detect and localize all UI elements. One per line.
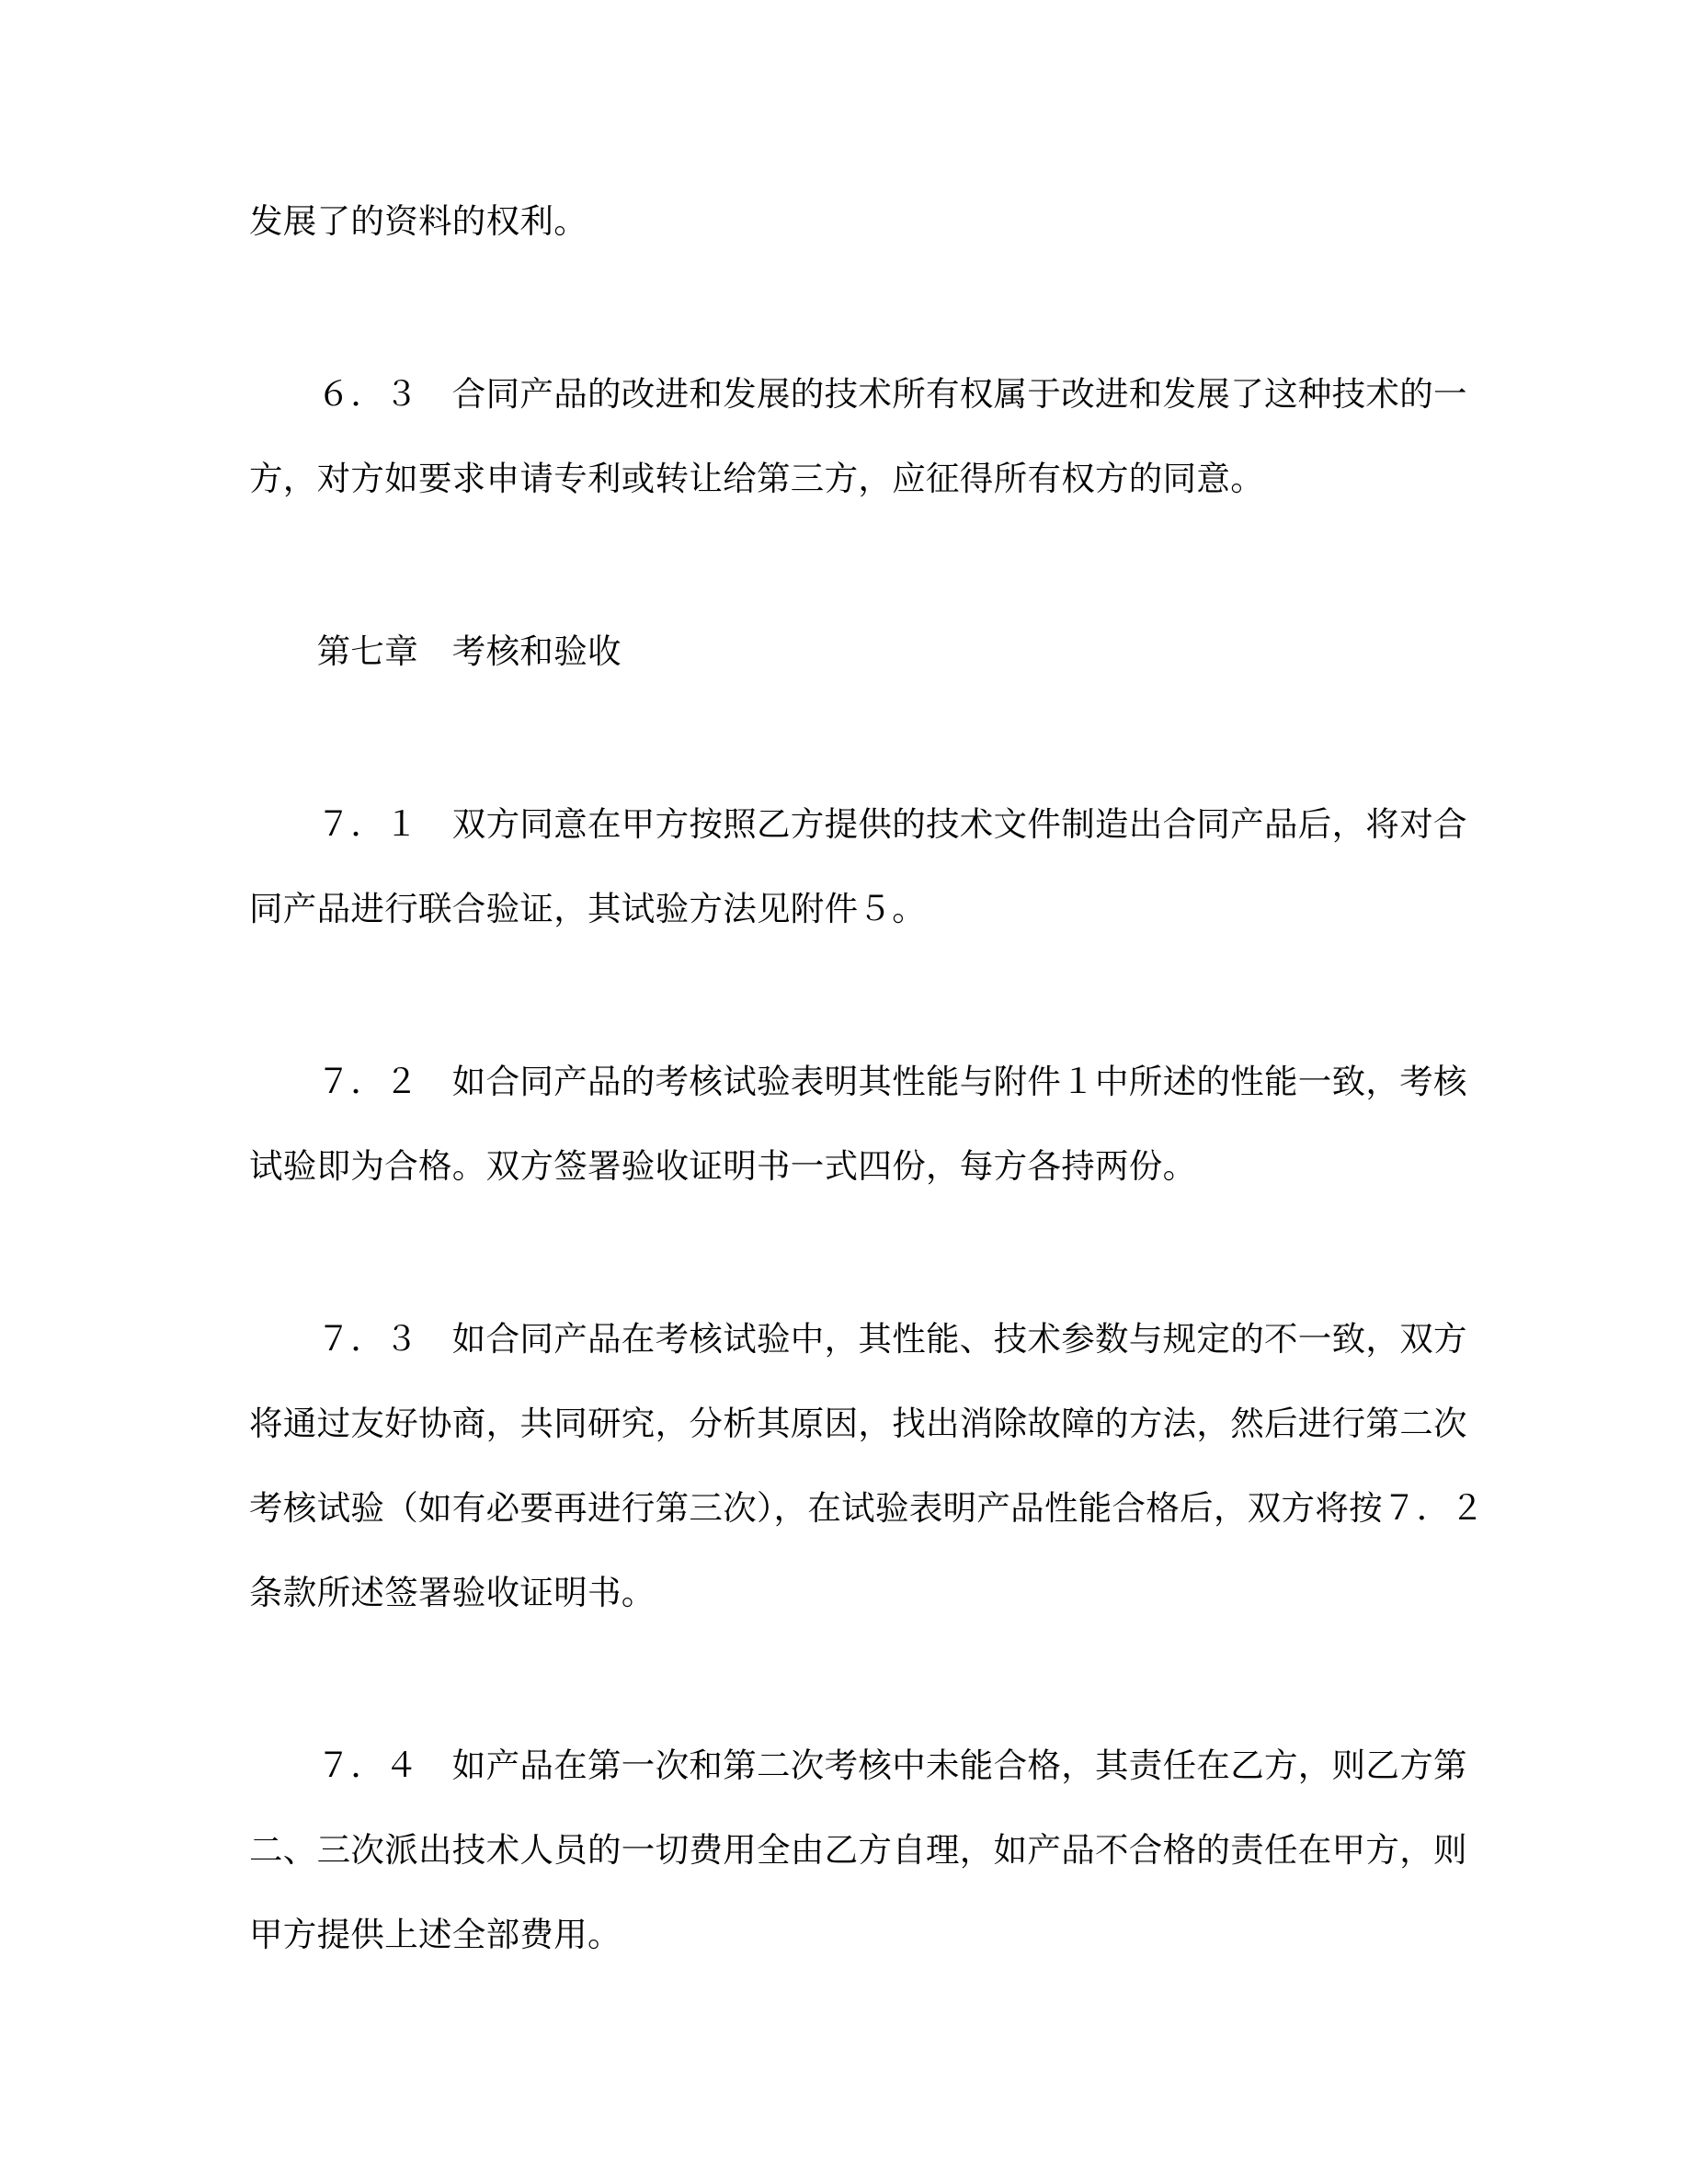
text-line: 二、三次派出技术人员的一切费用全由乙方自理，如产品不合格的责任在甲方，则 — [249, 1831, 1467, 1869]
paragraph — [249, 1723, 1550, 1977]
text-line: 条款所述签署验收证明书。 — [249, 1574, 656, 1611]
text-line: ６．３ 合同产品的改进和发展的技术所有权属于改进和发展了这种技术的一 — [249, 375, 1467, 413]
text-line: 试验即为合格。双方签署验收证明书一式四份，每方各持两份。 — [249, 1147, 1197, 1185]
text-line: 发展了的资料的权利。 — [249, 202, 587, 240]
text-line: 考核试验（如有必要再进行第三次），在试验表明产品性能合格后，双方将按７．２ — [249, 1489, 1485, 1527]
text-line: 方，对方如要求申请专利或转让给第三方，应征得所有权方的同意。 — [249, 460, 1264, 497]
text-line: 甲方提供上述全部费用。 — [249, 1916, 622, 1953]
text-line: ７．３ 如合同产品在考核试验中，其性能、技术参数与规定的不一致，双方 — [249, 1320, 1467, 1358]
paragraph — [249, 352, 1550, 521]
text-line: 第七章 考核和验收 — [249, 632, 622, 670]
text-line: ７．１ 双方同意在甲方按照乙方提供的技术文件制造出合同产品后，将对合 — [249, 805, 1467, 843]
text-line: ７．４ 如产品在第一次和第二次考核中未能合格，其责任在乙方，则乙方第 — [249, 1746, 1467, 1784]
paragraph — [249, 1040, 1550, 1209]
paragraph — [249, 179, 1550, 264]
text-line: 将通过友好协商，共同研究，分析其原因，找出消除故障的方法，然后进行第二次 — [249, 1405, 1467, 1442]
text-line: 同产品进行联合验证，其试验方法见附件５。 — [249, 890, 926, 927]
paragraph — [249, 782, 1550, 951]
text-line: ７．２ 如合同产品的考核试验表明其性能与附件１中所述的性能一致，考核 — [249, 1063, 1467, 1100]
paragraph — [249, 1297, 1550, 1635]
section-heading — [249, 609, 1550, 694]
